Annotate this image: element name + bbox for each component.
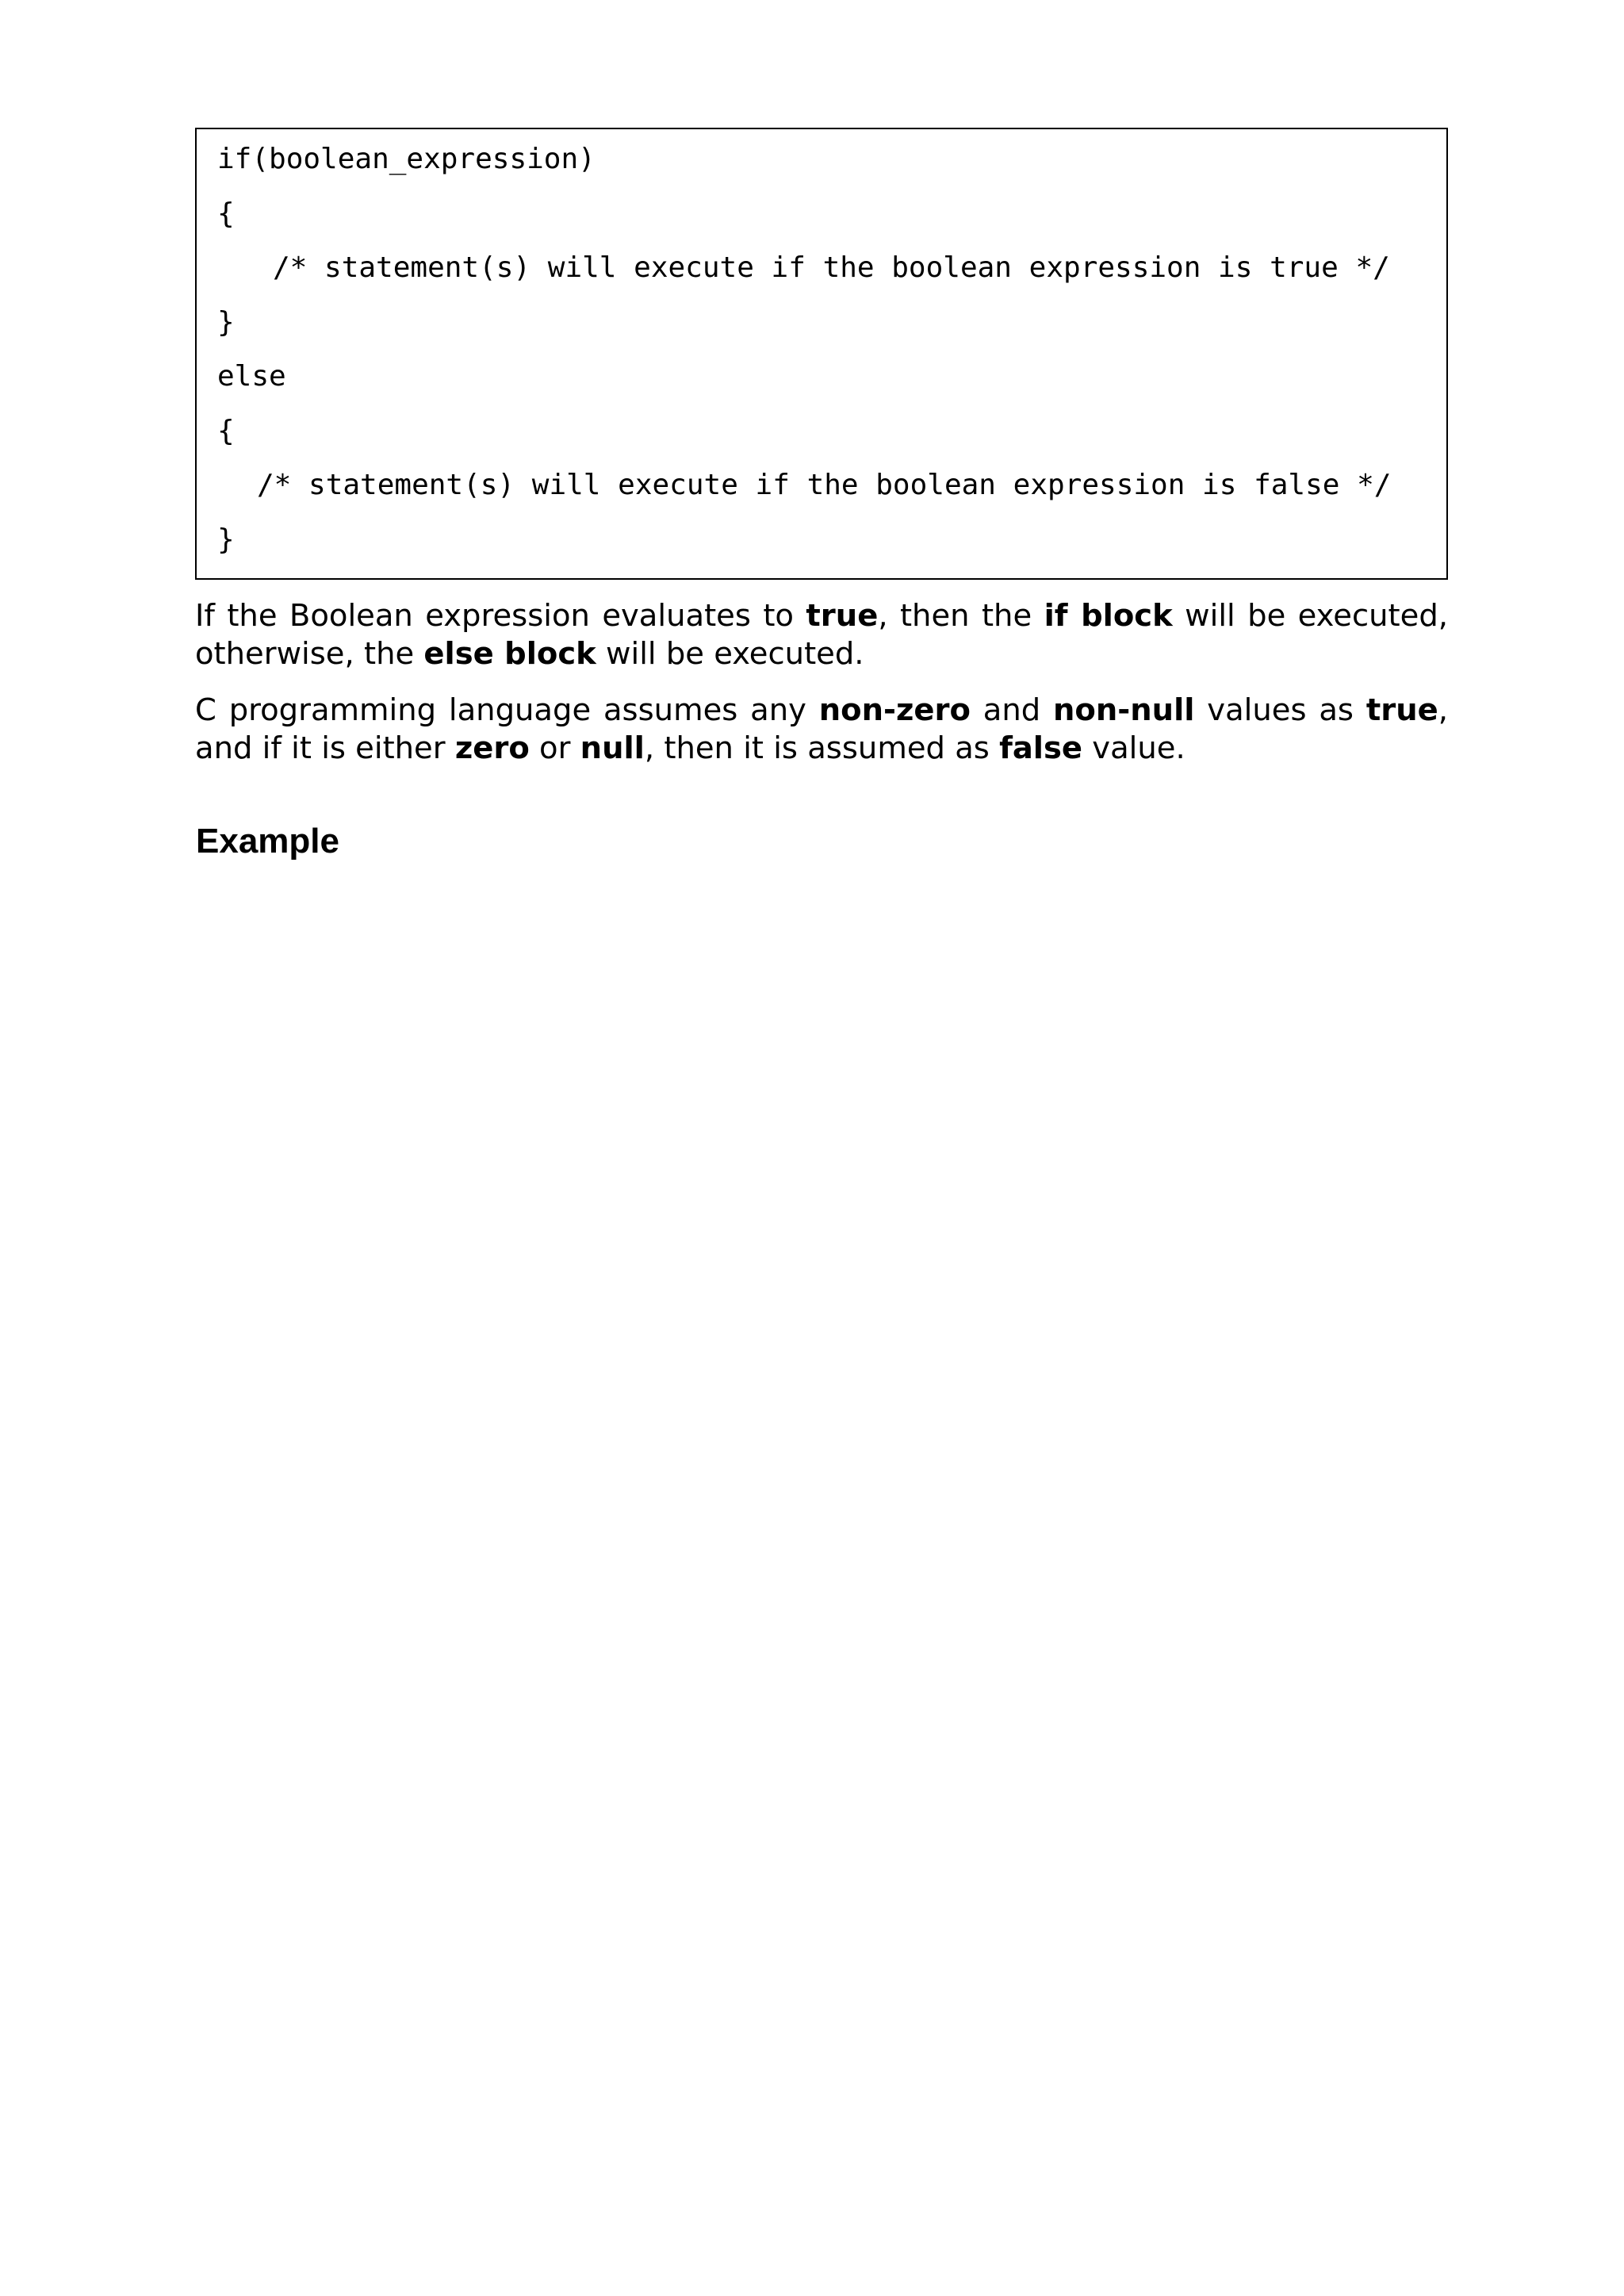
text-run: , then it is assumed as (644, 730, 1000, 766)
text-run: and (970, 692, 1054, 728)
text-run: , and if it is either (195, 692, 1448, 766)
bold-term: non-null (1053, 692, 1195, 728)
code-line-8: } (217, 523, 235, 556)
code-line-1: if(boolean_expression) (217, 143, 596, 175)
bold-term: zero (454, 730, 530, 766)
text-run: values as (1194, 692, 1366, 728)
explanation-paragraph (195, 597, 1448, 673)
text-run: will be executed. (596, 636, 864, 672)
bold-term: null (580, 730, 645, 766)
bold-term: false (999, 730, 1083, 766)
code-line-2: { (217, 197, 235, 230)
bold-term: else block (423, 636, 596, 672)
code-line-6: { (217, 414, 235, 447)
bold-term: true (806, 598, 879, 634)
text-run: will be executed, otherwise, the (195, 598, 1449, 672)
text-run: , then the (878, 598, 1044, 634)
text-run: value. (1082, 730, 1185, 766)
text-run: C programming language assumes any (195, 692, 819, 728)
text-run: If the Boolean expression evaluates to (195, 598, 806, 634)
text-run: or (529, 730, 580, 766)
code-line-4: } (217, 305, 235, 339)
bold-term: if block (1044, 598, 1173, 634)
bold-term: non-zero (818, 692, 971, 728)
code-line-7: /* statement(s) will execute if the boolean expression is false */ (257, 469, 1392, 501)
code-line-5: else (217, 360, 286, 393)
section-heading-example: Example (196, 822, 339, 861)
bold-term: true (1365, 692, 1438, 728)
code-line-3: /* statement(s) will execute if the boolean expression is true */ (273, 251, 1390, 284)
code-block (195, 128, 1448, 580)
truth-values-paragraph (195, 692, 1448, 768)
